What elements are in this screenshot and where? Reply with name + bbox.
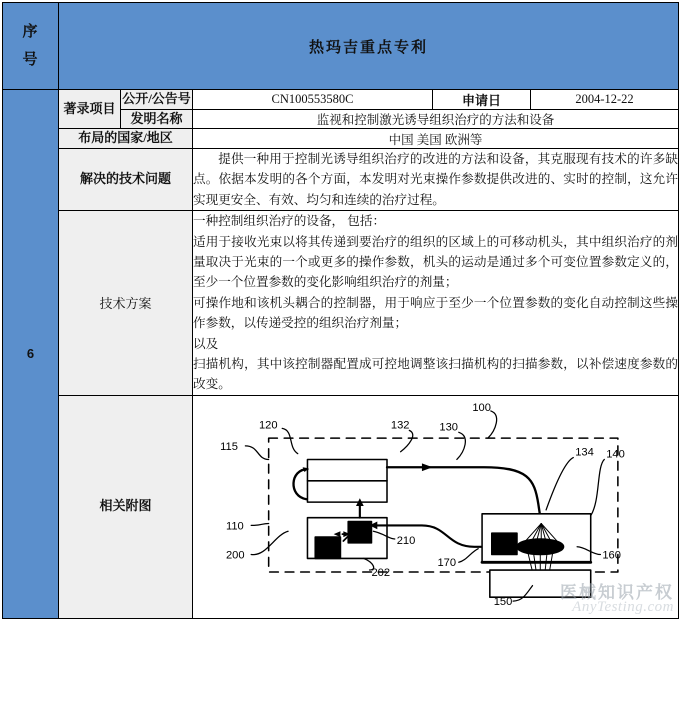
patent-figure xyxy=(193,396,678,618)
ref-120: 120 xyxy=(258,419,278,432)
feedback-arc-115 xyxy=(293,469,307,499)
patent-sheet xyxy=(0,2,680,706)
handpiece-block-170 xyxy=(492,533,517,554)
leader-130 xyxy=(457,432,466,459)
controller-block-202 xyxy=(315,537,340,558)
leader-115 xyxy=(245,446,268,460)
ref-200: 200 xyxy=(225,549,245,562)
ref-210: 210 xyxy=(396,534,416,547)
sequence-header-cell xyxy=(3,3,59,90)
ref-170: 170 xyxy=(437,556,457,569)
ref-110: 110 xyxy=(225,520,244,533)
technical-solution-label: 技术方案 xyxy=(59,211,193,396)
figure-cell xyxy=(193,395,679,618)
ref-130: 130 xyxy=(439,421,458,434)
ref-115: 115 xyxy=(220,440,238,453)
leader-170 xyxy=(459,548,478,562)
bibliographic-label: 著录项目 xyxy=(59,90,121,129)
ref-100: 100 xyxy=(472,401,491,414)
countries-row xyxy=(3,129,679,149)
technical-problem-text xyxy=(193,149,679,211)
table-header-row xyxy=(3,3,679,90)
publication-number-value: CN100553580C xyxy=(193,90,433,110)
sensor-feedback-line-170 xyxy=(371,525,482,546)
leader-200 xyxy=(251,531,288,554)
invention-title-label: 发明名称 xyxy=(121,110,193,129)
application-date-value: 2004-12-22 xyxy=(531,90,679,110)
countries-value: 中国 美国 欧洲等 xyxy=(193,129,679,149)
ref-134: 134 xyxy=(575,446,594,459)
leader-140 xyxy=(591,459,605,515)
leader-110 xyxy=(251,523,268,525)
controller-block-210 xyxy=(348,521,371,542)
countries-label: 布局的国家/地区 xyxy=(59,129,193,149)
lens-ellipse-160 xyxy=(517,539,564,555)
solution-line: 适用于接收光束以将其传递到要治疗的组织的区域上的可移动机头，其中组织治疗的剂量取决于光束的一个或更多的操作参数，机头的运动是通过多个可变位置参数定义的，至少一个位置参数的变化影响组织治疗的剂量； xyxy=(193,234,679,290)
page-title: 热玛吉重点专利 xyxy=(59,3,679,90)
technical-problem-paragraph: 提供一种用于控制光诱导组织治疗的改进的方法和设备，其克服现有技术的许多缺点。依据本发明的各个方面，本发明对光束操作参数提供改进的、实时的控制，这允许实现更安全、有效、均匀和连续的治疗过程。 xyxy=(193,152,679,207)
leader-120 xyxy=(282,428,298,453)
sequence-header-char-2: 号 xyxy=(22,52,39,68)
application-date-label: 申请日 xyxy=(433,90,531,110)
beam-arrowhead-132 xyxy=(422,463,433,471)
leader-134 xyxy=(546,457,573,509)
source-box-lower-120 xyxy=(307,481,387,502)
solution-line: 一种控制组织治疗的设备， 包括： xyxy=(193,214,386,229)
tissue-block-150 xyxy=(490,570,591,597)
publication-number-label: 公开/公告号 xyxy=(121,90,193,110)
patent-table xyxy=(2,2,679,619)
leader-100 xyxy=(488,411,497,438)
technical-solution-text xyxy=(193,211,679,396)
watermark-cn-text: 医械知识产权 xyxy=(560,582,675,602)
ref-202: 202 xyxy=(371,566,391,579)
figure-label: 相关附图 xyxy=(59,395,193,618)
ref-160: 160 xyxy=(602,549,621,562)
solution-line: 以及 xyxy=(193,336,219,351)
technical-problem-label: 解决的技术问题 xyxy=(59,149,193,211)
watermark-en-text: AnyTesting.com xyxy=(572,598,675,615)
ref-132: 132 xyxy=(390,419,410,432)
leader-132 xyxy=(401,430,413,451)
sequence-header-char-1: 序 xyxy=(22,23,39,40)
publication-number-row xyxy=(3,90,679,110)
source-box-upper-120 xyxy=(307,459,387,480)
figure-row xyxy=(3,395,679,618)
technical-problem-row xyxy=(3,149,679,211)
invention-title-value: 监视和控制激光诱导组织治疗的方法和设备 xyxy=(193,110,679,129)
patent-figure-svg xyxy=(193,396,678,618)
ref-150: 150 xyxy=(493,595,513,608)
solution-line: 可操作地和该机头耦合的控制器，用于响应于至少一个位置参数的变化自动控制这些操作参数，以传递受控的组织治疗剂量； xyxy=(193,295,679,331)
row-index: 6 xyxy=(3,90,59,619)
technical-solution-row xyxy=(3,211,679,396)
ref-140: 140 xyxy=(606,448,625,461)
solution-line: 扫描机构，其中该控制器配置成可控地调整该扫描机构的扫描参数，以补偿速度参数的改变。 xyxy=(193,356,679,392)
